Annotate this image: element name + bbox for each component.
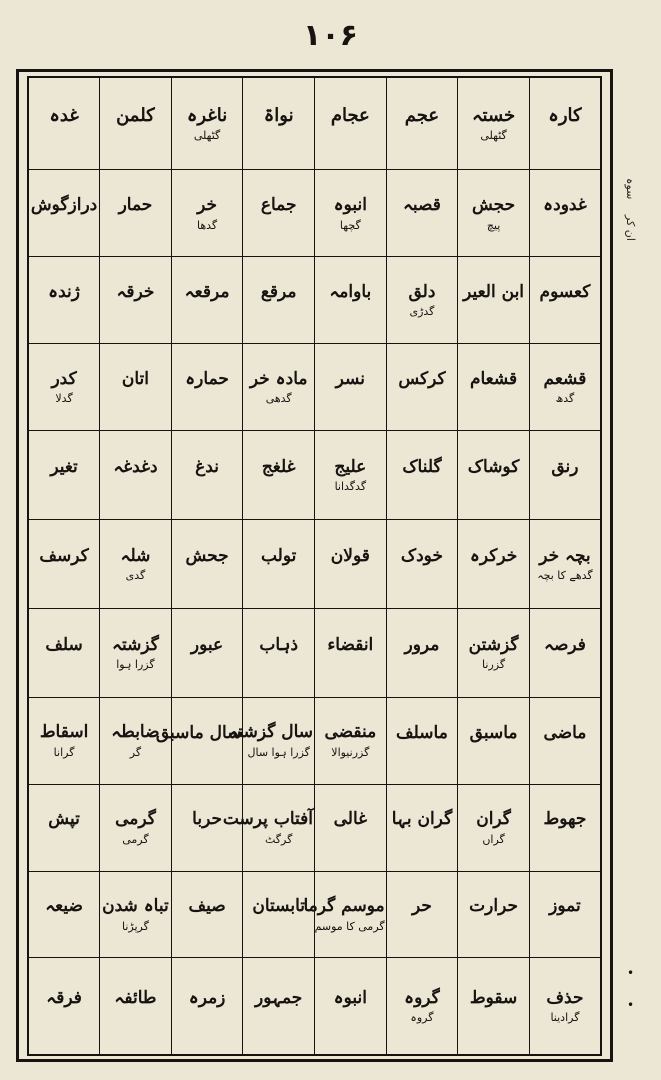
cell-word: انبوہ bbox=[333, 195, 367, 216]
table-cell bbox=[315, 170, 387, 257]
table-cell bbox=[458, 871, 530, 958]
cell-word: حرارت bbox=[469, 896, 518, 917]
table-cell bbox=[529, 344, 601, 431]
cell-word: علیج bbox=[334, 456, 367, 477]
cell-gloss bbox=[30, 481, 98, 493]
table-row bbox=[28, 784, 601, 871]
cell-gloss bbox=[388, 570, 457, 582]
table-cell bbox=[386, 170, 458, 257]
table-cell bbox=[28, 257, 100, 344]
table-row bbox=[28, 170, 601, 257]
cell-gloss: گرمی کا موسم bbox=[314, 919, 385, 933]
cell-word: کدر bbox=[51, 368, 77, 389]
table-cell bbox=[243, 170, 315, 257]
cell-word: انبوہ bbox=[333, 988, 367, 1008]
cell-word: گران bbox=[476, 809, 511, 830]
table-cell bbox=[243, 257, 315, 344]
cell-word: غدہ bbox=[49, 104, 79, 126]
cell-gloss bbox=[316, 1012, 385, 1024]
cell-gloss bbox=[30, 220, 98, 232]
table-cell bbox=[171, 519, 243, 608]
cell-gloss: گرانا bbox=[53, 745, 75, 759]
cell-gloss bbox=[173, 393, 242, 405]
table-cell bbox=[529, 958, 601, 1055]
cell-word: ذہاب bbox=[259, 634, 299, 655]
cell-gloss bbox=[388, 220, 457, 232]
cell-word: مرقعہ bbox=[184, 282, 230, 303]
cell-word: کعسوم bbox=[539, 282, 591, 303]
cell-word: خرقہ bbox=[116, 282, 155, 303]
margin-note-2: ان کر bbox=[624, 215, 637, 241]
cell-word: ندغ bbox=[195, 456, 219, 477]
cell-gloss bbox=[531, 921, 599, 933]
table-cell bbox=[100, 431, 172, 520]
cell-word: حربا bbox=[192, 809, 222, 830]
cell-gloss bbox=[459, 393, 528, 405]
cell-gloss bbox=[244, 659, 313, 671]
cell-word: مرقع bbox=[260, 282, 297, 303]
cell-gloss bbox=[316, 131, 385, 143]
table-cell bbox=[100, 697, 172, 784]
cell-word: قشعام bbox=[469, 368, 518, 389]
cell-gloss bbox=[101, 306, 170, 318]
table-cell bbox=[386, 519, 458, 608]
cell-word: صیف bbox=[188, 896, 226, 917]
cell-word: درازگوش bbox=[30, 195, 98, 216]
cell-gloss: گدھی bbox=[265, 392, 292, 406]
cell-word: تپش bbox=[48, 809, 80, 830]
table-cell bbox=[529, 170, 601, 257]
cell-word: بچہ خر bbox=[539, 545, 591, 566]
cell-word: موسم گرما bbox=[303, 896, 385, 917]
header-row bbox=[28, 77, 601, 170]
cell-gloss bbox=[388, 834, 457, 846]
cell-gloss bbox=[531, 131, 599, 143]
cell-gloss bbox=[173, 921, 242, 933]
cell-word: ماضی bbox=[543, 722, 587, 743]
table-cell bbox=[243, 608, 315, 697]
table-cell bbox=[28, 958, 100, 1055]
table-cell bbox=[303, 871, 387, 958]
table-cell bbox=[458, 519, 530, 608]
cell-word: اتان bbox=[121, 368, 149, 389]
cell-word: تغیر bbox=[50, 456, 78, 477]
cell-gloss bbox=[531, 220, 599, 232]
cell-gloss bbox=[316, 659, 385, 671]
cell-gloss bbox=[459, 921, 528, 933]
table-cell bbox=[171, 958, 243, 1055]
table-cell bbox=[28, 871, 100, 958]
cell-gloss bbox=[101, 1012, 170, 1024]
cell-gloss bbox=[531, 747, 599, 759]
table-cell bbox=[28, 77, 100, 170]
cell-word: کرسف bbox=[39, 545, 89, 566]
cell-gloss bbox=[388, 481, 457, 493]
table-cell bbox=[458, 257, 530, 344]
table-cell bbox=[171, 431, 243, 520]
margin-dot: • bbox=[627, 966, 635, 980]
cell-word: تموز bbox=[549, 896, 581, 917]
table-cell bbox=[171, 170, 243, 257]
table-cell bbox=[155, 697, 243, 784]
cell-gloss bbox=[173, 481, 242, 493]
table-cell bbox=[28, 344, 100, 431]
cell-word: گران بہا bbox=[391, 809, 453, 830]
cell-gloss: گزرنا bbox=[482, 657, 506, 671]
table-cell bbox=[386, 344, 458, 431]
cell-gloss bbox=[459, 481, 528, 493]
cell-gloss bbox=[531, 481, 599, 493]
cell-gloss: گزرا ہوا bbox=[116, 657, 155, 671]
table-cell bbox=[458, 344, 530, 431]
cell-word: ابن العیر bbox=[463, 282, 525, 303]
table-cell bbox=[529, 697, 601, 784]
cell-word: زمرہ bbox=[188, 988, 226, 1008]
cell-gloss: گٹھلی bbox=[193, 129, 221, 143]
table-cell bbox=[28, 170, 100, 257]
table-cell bbox=[315, 257, 387, 344]
cell-gloss bbox=[101, 131, 170, 143]
table-cell bbox=[458, 431, 530, 520]
cell-gloss: گزرا ہوا سال bbox=[247, 745, 310, 759]
table-cell bbox=[28, 608, 100, 697]
table-cell bbox=[171, 784, 243, 871]
cell-gloss bbox=[388, 659, 457, 671]
cell-gloss bbox=[173, 306, 242, 318]
cell-word: حمار bbox=[118, 195, 153, 216]
cell-word: گزشتن bbox=[468, 634, 519, 655]
cell-word: غلغج bbox=[261, 456, 296, 477]
cell-word: تباہ شدن bbox=[102, 896, 169, 917]
cell-gloss: گدھے کا بچہ bbox=[537, 569, 593, 583]
cell-gloss bbox=[30, 1012, 98, 1024]
table-cell bbox=[100, 257, 172, 344]
cell-gloss bbox=[244, 1012, 313, 1024]
table-cell bbox=[315, 519, 387, 608]
table-cell bbox=[529, 257, 601, 344]
cell-gloss: گٹھلی bbox=[480, 129, 507, 143]
cell-gloss bbox=[459, 747, 528, 759]
cell-word: جمہور bbox=[255, 988, 303, 1008]
cell-gloss: گدڑی bbox=[409, 305, 435, 319]
table-cell bbox=[222, 784, 315, 871]
cell-word: ضیعہ bbox=[45, 896, 83, 917]
cell-gloss: گرپڑنا bbox=[122, 919, 149, 933]
cell-word: خرکرہ bbox=[469, 545, 518, 566]
cell-word: قشعم bbox=[543, 368, 587, 389]
table-cell bbox=[171, 77, 243, 170]
cell-word: کارہ bbox=[548, 104, 582, 126]
table-cell bbox=[386, 784, 458, 871]
table-cell bbox=[171, 344, 243, 431]
cell-word: کلمن bbox=[116, 104, 155, 126]
cell-word: فرصہ bbox=[543, 634, 586, 655]
cell-word: نواۃ bbox=[263, 104, 294, 126]
table-cell bbox=[315, 344, 387, 431]
table-cell bbox=[458, 77, 530, 170]
cell-word: مادہ خر bbox=[249, 368, 308, 389]
cell-gloss: گرمی bbox=[122, 832, 149, 846]
cell-word: ضابطہ bbox=[111, 722, 160, 743]
table-cell bbox=[386, 77, 458, 170]
cell-gloss bbox=[388, 131, 457, 143]
table-cell bbox=[100, 519, 172, 608]
table-cell bbox=[100, 958, 172, 1055]
cell-gloss: گدی bbox=[125, 569, 146, 583]
cell-gloss bbox=[244, 481, 313, 493]
table-cell bbox=[529, 519, 601, 608]
cell-gloss bbox=[388, 747, 457, 759]
cell-word: دغدغہ bbox=[113, 456, 158, 477]
table-cell bbox=[100, 77, 172, 170]
cell-gloss bbox=[316, 570, 385, 582]
table-cell bbox=[458, 958, 530, 1055]
table-row bbox=[28, 257, 601, 344]
cell-word: قصبہ bbox=[402, 195, 441, 216]
cell-word: حمارہ bbox=[185, 368, 229, 389]
table-row bbox=[28, 344, 601, 431]
cell-word: قولان bbox=[330, 545, 370, 566]
cell-gloss bbox=[30, 131, 98, 143]
table-cell bbox=[458, 170, 530, 257]
margin-note: سوہ bbox=[624, 178, 637, 200]
cell-word: سقوط bbox=[469, 988, 518, 1008]
cell-word: اسقاط bbox=[39, 722, 89, 743]
cell-gloss: گزرنیوالا bbox=[331, 745, 370, 759]
table-row bbox=[28, 871, 601, 958]
cell-gloss bbox=[531, 306, 599, 318]
table-cell bbox=[386, 608, 458, 697]
cell-word: سلف bbox=[45, 634, 83, 655]
cell-word: رنق bbox=[551, 456, 579, 477]
cell-gloss bbox=[459, 570, 528, 582]
cell-word: غالی bbox=[333, 809, 368, 830]
cell-word: گرمی bbox=[115, 809, 156, 830]
cell-gloss bbox=[244, 921, 313, 933]
table-row bbox=[28, 608, 601, 697]
cell-gloss bbox=[30, 834, 98, 846]
cell-word: باوامہ bbox=[329, 282, 372, 303]
cell-word: جحش bbox=[185, 545, 229, 566]
table-cell bbox=[529, 431, 601, 520]
cell-word: فرقہ bbox=[46, 988, 82, 1008]
cell-word: آفتاب پرست bbox=[222, 809, 313, 830]
table-row bbox=[28, 958, 601, 1055]
cell-gloss: گدھ bbox=[555, 392, 575, 406]
cell-gloss: گروہ bbox=[410, 1011, 434, 1025]
cell-word: جھوط bbox=[543, 809, 587, 830]
cell-word: غدودہ bbox=[543, 195, 587, 216]
cell-word: ماسلف bbox=[396, 722, 448, 743]
cell-gloss bbox=[30, 921, 98, 933]
table-cell bbox=[243, 431, 315, 520]
cell-gloss bbox=[173, 659, 242, 671]
table-cell bbox=[171, 871, 243, 958]
cell-gloss bbox=[244, 570, 313, 582]
margin-dot-2: • bbox=[627, 998, 635, 1012]
cell-word: خودک bbox=[400, 545, 443, 566]
cell-word: حذف bbox=[546, 987, 584, 1008]
cell-word: طائفہ bbox=[114, 988, 157, 1008]
cell-gloss bbox=[244, 220, 313, 232]
cell-gloss bbox=[531, 834, 599, 846]
cell-gloss bbox=[316, 393, 385, 405]
cell-word: سال ماسبق bbox=[155, 722, 242, 743]
table-cell bbox=[243, 344, 315, 431]
table-cell bbox=[529, 871, 601, 958]
table-cell bbox=[315, 608, 387, 697]
table-cell bbox=[243, 519, 315, 608]
cell-gloss bbox=[30, 570, 98, 582]
cell-gloss bbox=[101, 393, 170, 405]
cell-gloss bbox=[388, 393, 457, 405]
cell-gloss bbox=[388, 921, 457, 933]
table-cell bbox=[386, 871, 458, 958]
cell-gloss: گچھا bbox=[339, 218, 361, 232]
cell-word: حر bbox=[411, 896, 432, 917]
cell-gloss bbox=[173, 747, 242, 759]
page-number: ۱۰۶ bbox=[303, 18, 358, 53]
cell-word: عجام bbox=[330, 104, 370, 126]
cell-word: گزشتہ bbox=[112, 634, 159, 655]
cell-gloss: گرگٹ bbox=[265, 832, 293, 846]
table-cell bbox=[243, 77, 315, 170]
table-cell bbox=[100, 784, 172, 871]
cell-word: گلناک bbox=[402, 456, 442, 477]
table-cell bbox=[458, 697, 530, 784]
cell-word: خستہ bbox=[471, 104, 516, 126]
cell-word: ناغرہ bbox=[186, 104, 228, 126]
cell-word: عجم bbox=[404, 104, 440, 126]
cell-word: خر bbox=[197, 195, 217, 216]
cell-word: ژندہ bbox=[48, 282, 80, 303]
table-row bbox=[28, 697, 601, 784]
vocabulary-table bbox=[27, 76, 602, 1056]
table-cell bbox=[386, 257, 458, 344]
cell-gloss bbox=[531, 659, 599, 671]
cell-gloss: گدھا bbox=[196, 218, 218, 232]
table-cell bbox=[458, 608, 530, 697]
table-cell bbox=[386, 958, 458, 1055]
cell-gloss bbox=[459, 306, 528, 318]
cell-word: گروہ bbox=[404, 987, 440, 1008]
cell-word: انقضاء bbox=[327, 634, 374, 655]
table-cell bbox=[28, 519, 100, 608]
cell-word: عبور bbox=[190, 634, 224, 655]
cell-word: کوشاک bbox=[467, 456, 520, 477]
table-cell bbox=[100, 608, 172, 697]
table-cell bbox=[100, 344, 172, 431]
cell-gloss bbox=[316, 306, 385, 318]
table-row bbox=[28, 431, 601, 520]
table-cell bbox=[28, 784, 100, 871]
cell-word: ماسبق bbox=[469, 722, 518, 743]
table-cell bbox=[228, 697, 315, 784]
cell-gloss: گدلا bbox=[55, 392, 73, 406]
cell-word: منقضی bbox=[324, 722, 377, 743]
cell-word: جماع bbox=[260, 195, 297, 216]
table-cell bbox=[315, 958, 387, 1055]
cell-gloss: گرادینا bbox=[550, 1011, 580, 1025]
table-cell bbox=[28, 697, 100, 784]
table-cell bbox=[171, 608, 243, 697]
cell-word: دلق bbox=[408, 282, 436, 302]
cell-gloss bbox=[101, 220, 170, 232]
cell-word: تابستان bbox=[252, 896, 305, 917]
cell-gloss bbox=[173, 570, 242, 582]
table-cell bbox=[100, 170, 172, 257]
cell-word: مرور bbox=[404, 634, 440, 655]
table-cell bbox=[100, 871, 172, 958]
table-cell bbox=[458, 784, 530, 871]
cell-gloss bbox=[244, 131, 313, 143]
cell-gloss bbox=[316, 834, 385, 846]
table-cell bbox=[315, 697, 387, 784]
cell-word: کرکس bbox=[398, 368, 446, 389]
table-cell bbox=[386, 431, 458, 520]
cell-gloss bbox=[30, 659, 98, 671]
table-cell bbox=[243, 871, 315, 958]
table-cell bbox=[529, 784, 601, 871]
cell-gloss bbox=[244, 306, 313, 318]
table-cell bbox=[243, 958, 315, 1055]
cell-word: شلہ bbox=[120, 545, 151, 566]
table-row bbox=[28, 519, 601, 608]
table-cell bbox=[315, 77, 387, 170]
table-cell bbox=[386, 697, 458, 784]
cell-gloss: گدگدانا bbox=[334, 480, 367, 494]
cell-word: سال گزشتہ bbox=[228, 722, 313, 743]
cell-word: تولب bbox=[260, 545, 297, 566]
cell-gloss: پیچ bbox=[486, 218, 501, 232]
cell-gloss: گر bbox=[129, 745, 142, 759]
cell-gloss bbox=[173, 834, 242, 846]
cell-word: حجش bbox=[471, 195, 516, 216]
cell-gloss bbox=[101, 481, 170, 493]
cell-gloss: گراں bbox=[482, 832, 505, 846]
cell-gloss bbox=[30, 306, 98, 318]
cell-gloss bbox=[173, 1012, 242, 1024]
cell-word: نسر bbox=[335, 368, 365, 389]
cell-gloss bbox=[459, 1012, 528, 1024]
table-cell bbox=[315, 431, 387, 520]
table-cell bbox=[529, 608, 601, 697]
table-cell bbox=[171, 257, 243, 344]
table-cell bbox=[28, 431, 100, 520]
table-cell bbox=[315, 784, 387, 871]
table-cell bbox=[529, 77, 601, 170]
